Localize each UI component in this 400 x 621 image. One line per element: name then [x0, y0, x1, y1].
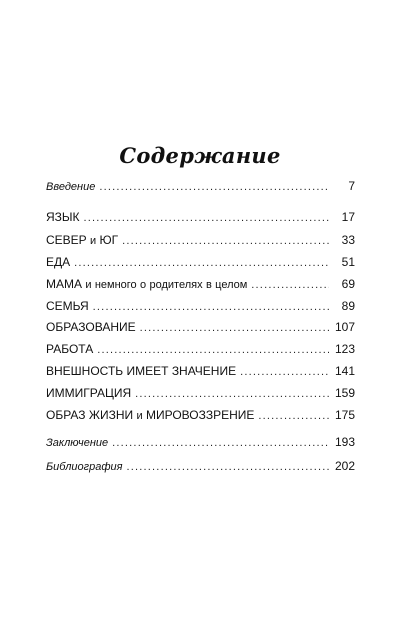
dot-leader — [127, 458, 329, 476]
toc-entry-label: ОБРАЗ ЖИЗНИ и МИРОВОЗЗРЕНИЕ — [46, 408, 255, 422]
toc-entry — [46, 433, 355, 451]
toc-entry-page: 7 — [348, 179, 355, 193]
toc-entry — [46, 231, 355, 249]
dot-leader — [140, 319, 329, 337]
dot-leader — [251, 276, 329, 294]
dot-leader — [258, 407, 329, 425]
dot-leader — [74, 254, 329, 272]
toc-entry-page: 17 — [341, 210, 355, 224]
toc-entry-label: Заключение — [46, 437, 109, 449]
dot-leader — [84, 209, 329, 227]
toc-entry — [46, 406, 355, 424]
dot-leader — [93, 298, 329, 316]
toc-entry — [46, 457, 355, 475]
dot-leader — [99, 178, 329, 196]
toc-entry-label: СЕВЕР и ЮГ — [46, 233, 119, 247]
dot-leader — [112, 434, 329, 452]
toc-entry-page: 141 — [334, 364, 355, 378]
toc-entry-page: 159 — [334, 386, 355, 400]
toc-entry — [46, 362, 355, 380]
dot-leader — [135, 385, 329, 403]
toc-entry-label: МАМА и немного о родителях в целом — [46, 277, 248, 291]
dot-leader — [122, 232, 329, 250]
toc-entry — [46, 253, 355, 271]
toc-entry-page: 123 — [334, 342, 355, 356]
toc-entry-label: Библиография — [46, 461, 123, 473]
toc-entry-page: 51 — [341, 255, 355, 269]
toc-entry-page: 33 — [341, 233, 355, 247]
toc-entry — [46, 318, 355, 336]
toc-title: Содержание — [119, 143, 281, 168]
toc-entry-page: 202 — [334, 459, 355, 473]
toc-entry-label: ЕДА — [46, 255, 71, 269]
toc-entry — [46, 340, 355, 358]
toc-entry-label: ЯЗЫК — [46, 210, 80, 224]
toc-entry — [46, 208, 355, 226]
toc-entry-label: ВНЕШНОСТЬ ИМЕЕТ ЗНАЧЕНИЕ — [46, 364, 237, 378]
toc-entry-page: 175 — [334, 408, 355, 422]
toc-entry-page: 193 — [334, 435, 355, 449]
toc-entry-page: 89 — [341, 299, 355, 313]
toc-entry — [46, 177, 355, 195]
toc-entry-label: Введение — [46, 181, 96, 193]
dot-leader — [240, 363, 329, 381]
toc-entry-label: ИММИГРАЦИЯ — [46, 386, 132, 400]
toc-entry-label: РАБОТА — [46, 342, 94, 356]
toc-entry-label: ОБРАЗОВАНИЕ — [46, 320, 136, 334]
dot-leader — [97, 341, 329, 359]
toc-entry-page: 69 — [341, 277, 355, 291]
toc-entry — [46, 384, 355, 402]
toc-entry — [46, 275, 355, 293]
toc-entry-label: СЕМЬЯ — [46, 299, 89, 313]
toc-entry — [46, 297, 355, 315]
toc-entry-page: 107 — [334, 320, 355, 334]
